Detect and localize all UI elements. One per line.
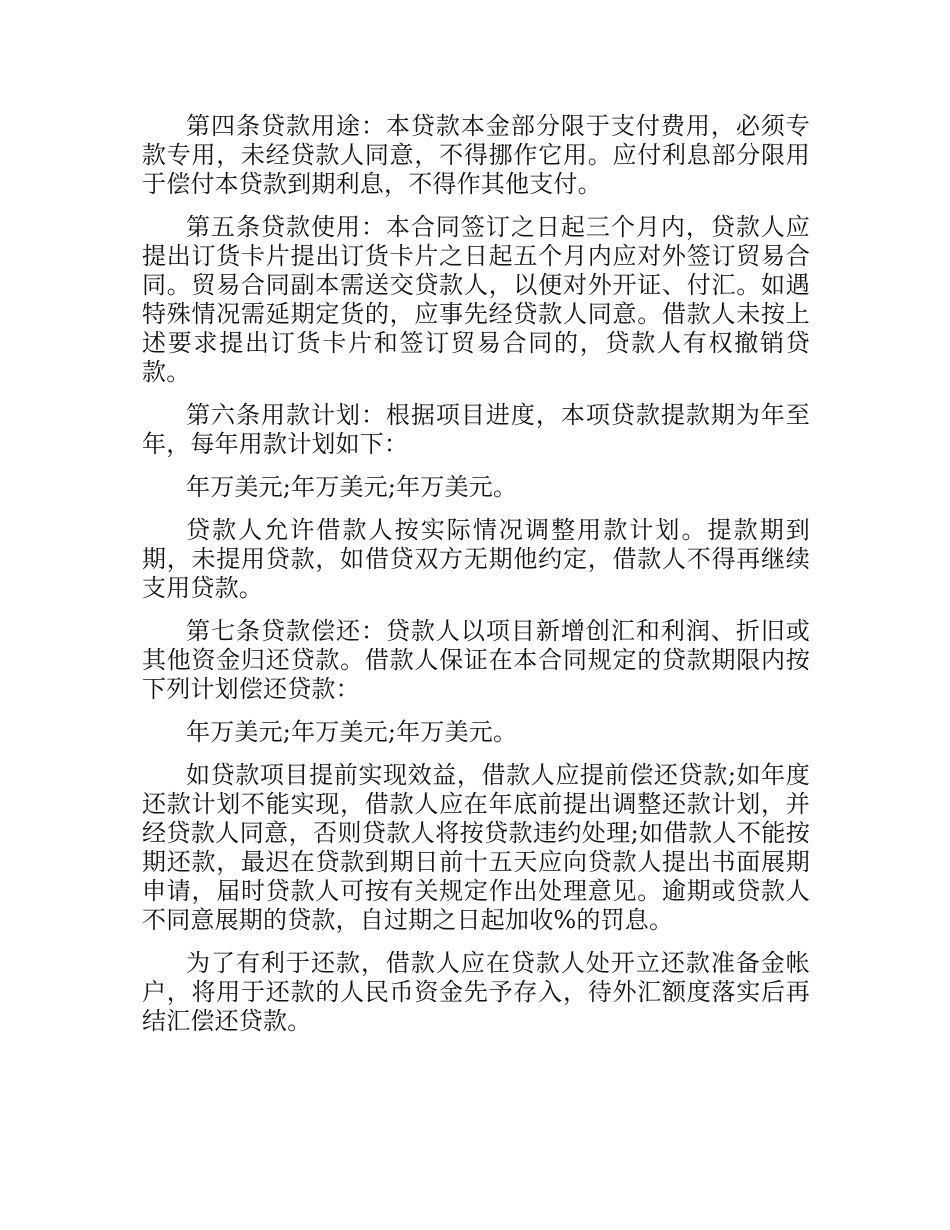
repayment-schedule: 年万美元;年万美元;年万美元。 — [186, 718, 518, 746]
article-7-repayment: 第七条贷款偿还：贷款人以项目新增创汇和利润、折旧或其他资金归还贷款。借款人保证在本合同规定的贷款期限内按下列计划偿还贷款： — [142, 617, 810, 703]
article-5-loan-use: 第五条贷款使用：本合同签订之日起三个月内，贷款人应提出订货卡片提出订货卡片之日起五个月内应对外签订贸易合同。贸易合同副本需送交贷款人，以便对外开证、付汇。如遇特殊情况需延期定货的，应事先经贷款人同意。借款人未按上述要求提出订货卡片和签订贸易合同的，贷款人有权撤销贷款。 — [142, 213, 810, 386]
drawdown-adjustment: 贷款人允许借款人按实际情况调整用款计划。提款期到期，未提用贷款，如借贷双方无期他约定，借款人不得再继续支用贷款。 — [142, 516, 810, 602]
article-4-loan-purpose: 第四条贷款用途：本贷款本金部分限于支付费用，必须专款专用，未经贷款人同意，不得挪作它用。应付利息部分限用于偿付本贷款到期利息，不得作其他支付。 — [142, 112, 810, 198]
article-6-drawdown-plan: 第六条用款计划：根据项目进度，本项贷款提款期为年至年，每年用款计划如下： — [142, 401, 810, 458]
drawdown-schedule: 年万美元;年万美元;年万美元。 — [186, 473, 518, 501]
document-page — [142, 112, 810, 1050]
early-repayment-and-extension: 如贷款项目提前实现效益，借款人应提前偿还贷款;如年度还款计划不能实现，借款人应在年底前提出调整还款计划，并经贷款人同意，否则贷款人将按贷款违约处理;如借款人不能按期还款，最迟在贷款到期日前十五天应向贷款人提出书面展期申请，届时贷款人可按有关规定作出处理意见。逾期或贷款人不同意展期的贷款，自过期之日起加收%的罚息。 — [142, 761, 810, 934]
repayment-reserve-account: 为了有利于还款，借款人应在贷款人处开立还款准备金帐户，将用于还款的人民币资金先予存入，待外汇额度落实后再结汇偿还贷款。 — [142, 949, 810, 1035]
